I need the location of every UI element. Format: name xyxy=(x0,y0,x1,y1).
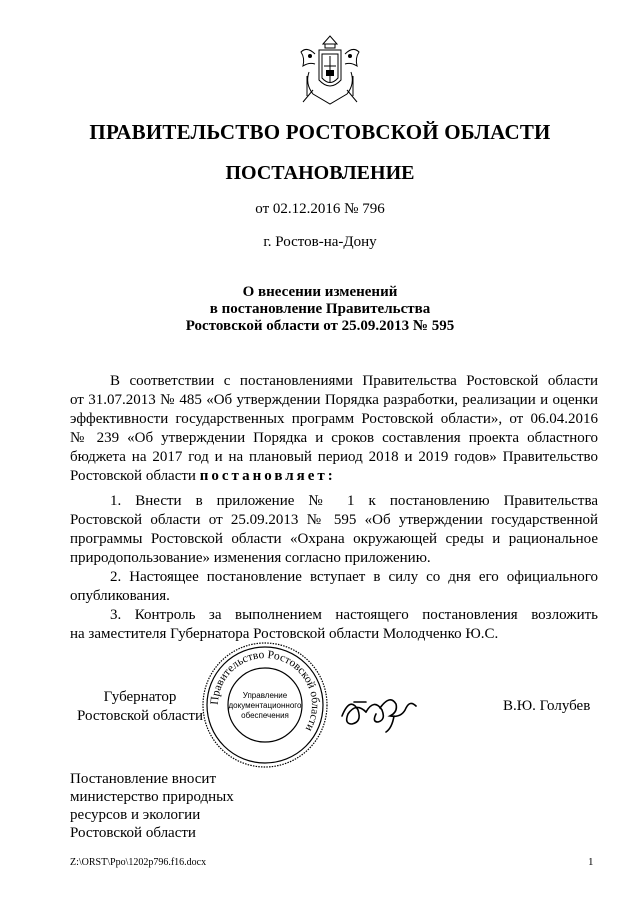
item-1-line: Ростовской области от 25.09.2013 № 595 «Об утверждении государственной xyxy=(70,512,598,528)
official-stamp xyxy=(200,640,330,770)
paragraph-line: от 31.07.2013 № 485 «Об утверждении Порядка разработки, реализации и оценки xyxy=(70,392,598,408)
coat-of-arms-emblem xyxy=(295,32,365,110)
document-city: г. Ростов-на-Дону xyxy=(263,234,377,250)
stamp-inner-line: обеспечения xyxy=(241,711,289,720)
signer-name: В.Ю. Голубев xyxy=(503,698,591,714)
footer-file-path: Z:\ORST\Ppo\1202p796.f16.docx xyxy=(70,857,207,868)
document-date-number: от 02.12.2016 № 796 xyxy=(255,201,385,217)
signer-title-line: Ростовской области xyxy=(77,708,203,724)
preamble-paragraph xyxy=(70,372,598,486)
subject-line: Ростовской области от 25.09.2013 № 595 xyxy=(185,318,455,334)
note-line: Ростовской области xyxy=(70,825,196,841)
decree-items xyxy=(70,492,598,644)
item-1-line: программы Ростовской области «Охрана окружающей среды и рациональное xyxy=(70,531,598,547)
item-1-line: 1. Внести в приложение № 1 к постановлению Правительства xyxy=(110,493,598,509)
item-1-line: природопользование» изменения согласно приложению. xyxy=(70,550,431,566)
paragraph-line-text: Ростовской области xyxy=(70,468,196,484)
subject-line: О внесении изменений xyxy=(242,284,398,300)
item-3-line: 3. Контроль за выполнением настоящего постановления возложить xyxy=(110,607,598,623)
note-line: Постановление вносит xyxy=(70,771,217,787)
item-2-line: опубликования. xyxy=(70,588,170,604)
stamp-inner-line: документационного xyxy=(228,701,302,710)
paragraph-line xyxy=(70,467,598,486)
subject-line: в постановление Правительства xyxy=(209,301,431,317)
paragraph-line: бюджета на 2017 год и на плановый период 2018 и 2019 годов» Правительство xyxy=(70,449,598,465)
handwritten-signature xyxy=(336,688,426,736)
decree-word: постановляет: xyxy=(199,468,336,484)
paragraph-line: эффективности государственных программ Ростовской области», от 06.04.2016 xyxy=(70,411,598,427)
government-title: ПРАВИТЕЛЬСТВО РОСТОВСКОЙ ОБЛАСТИ xyxy=(89,120,551,144)
stamp-outer-text: Правительство Ростовской области xyxy=(208,648,322,734)
submitter-note xyxy=(70,770,234,842)
item-3-line: на заместителя Губернатора Ростовской области Молодченко Ю.С. xyxy=(70,626,499,642)
note-line: ресурсов и экологии xyxy=(70,807,201,823)
stamp-inner-line: Управление xyxy=(242,691,288,700)
item-2-line: 2. Настоящее постановление вступает в силу со дня его официального xyxy=(110,569,598,585)
note-line: министерство природных xyxy=(70,789,234,805)
page-number: 1 xyxy=(588,856,594,868)
document-type: ПОСТАНОВЛЕНИЕ xyxy=(225,162,415,184)
signer-title xyxy=(70,688,210,726)
document-subject xyxy=(0,284,640,335)
paragraph-line: № 239 «Об утверждении Порядка и сроков составления проекта областного xyxy=(70,430,598,446)
signer-title-line: Губернатор xyxy=(103,689,177,705)
paragraph-line: В соответствии с постановлениями Правительства Ростовской области xyxy=(110,373,598,389)
